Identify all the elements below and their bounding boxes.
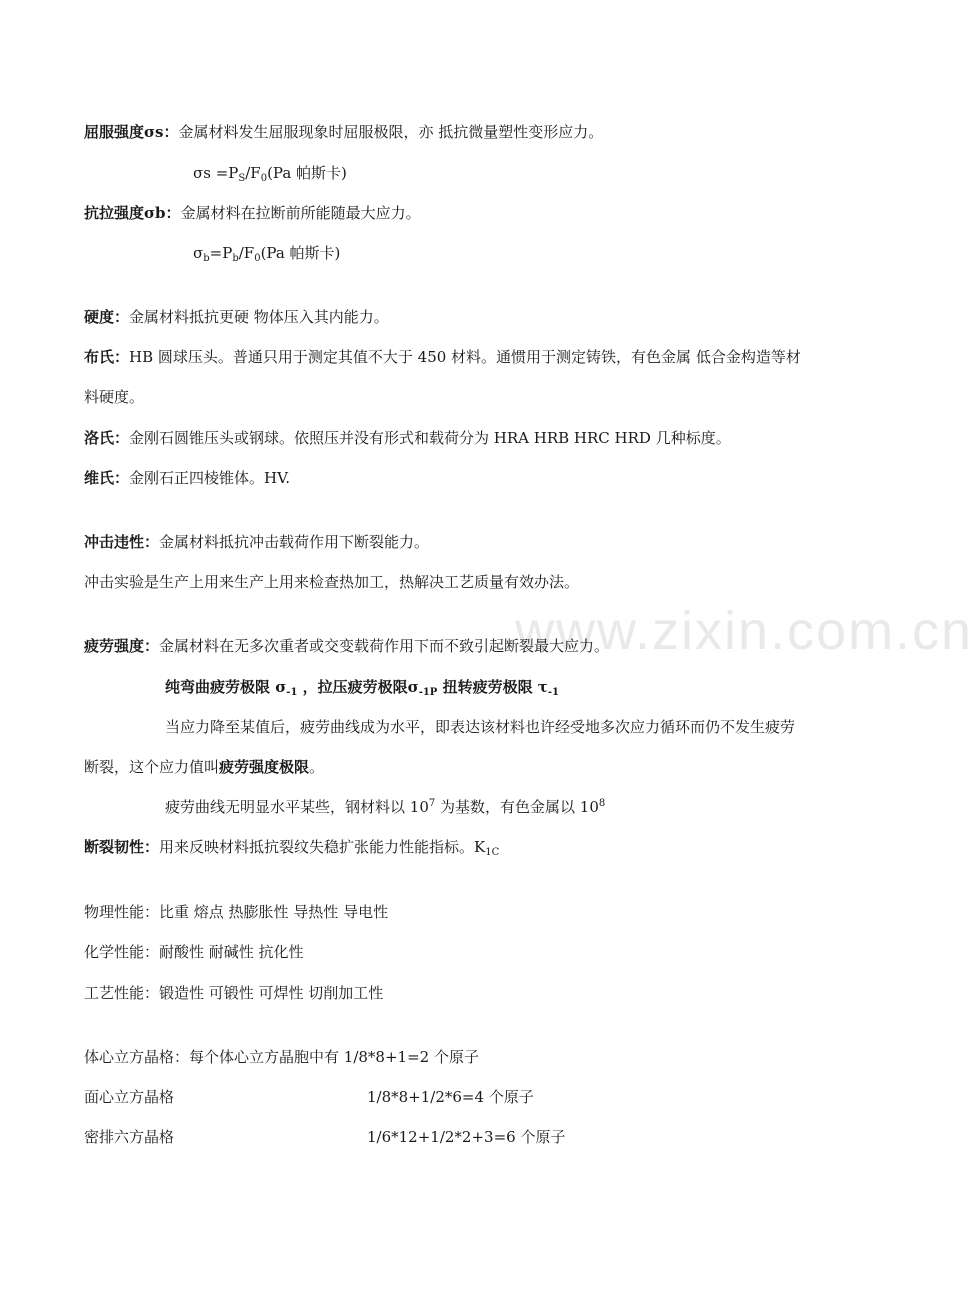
- hcp-lattice-label: 密排六方晶格: [84, 1128, 175, 1146]
- impact-line: [84, 532, 429, 552]
- fatigue-definition: 金属材料在无多次重者或交变载荷作用下而不致引起断裂最大应力。: [159, 637, 610, 655]
- hardness-line: [84, 307, 389, 327]
- vickers-line: [84, 468, 290, 488]
- vickers-text: 金刚石正四棱锥体。HV.: [129, 469, 291, 487]
- hardness-term: 硬度：: [84, 308, 130, 326]
- brinell-text: HB 圆球压头。普通只用于测定其值不大于 450 材料。通惯用于测定铸铁，有色金属 低合金构造等材: [129, 348, 801, 366]
- fracture-term: 断裂韧性：: [84, 838, 160, 856]
- fatigue-paragraph-1: 当应力降至某值后，疲劳曲线成为水平，即表达该材料也许经受地多次应力循环而仍不发生疲劳: [165, 718, 796, 736]
- fracture-line: 断裂韧性：用来反映材料抵抗裂纹失稳扩张能力性能指标。$K_{1C}$: [84, 838, 500, 858]
- brinell-term: 布氏：: [84, 348, 130, 366]
- tensile-strength-line: [84, 203, 421, 223]
- tensile-strength-formula: $\sigma_b=P_b/F_0(Pa$ 帕斯卡): [193, 244, 341, 264]
- rockwell-text: 金刚石圆锥压头或钢球。依照压并没有形式和载荷分为 HRA HRB HRC HRD 几种标度。: [129, 429, 731, 447]
- brinell-continuation: 料硬度。: [84, 388, 145, 406]
- impact-term: 冲击违性：: [84, 533, 160, 551]
- impact-note: 冲击实验是生产上用来生产上用来检查热加工，热解决工艺质量有效办法。: [84, 573, 580, 591]
- hardness-definition: 金属材料抵抗更硬 物体压入其内能力。: [129, 308, 389, 326]
- fcc-lattice-label: 面心立方晶格: [84, 1088, 175, 1106]
- fatigue-limits: 纯弯曲疲劳极限 $\sigma_{-1}$ ，拉压疲劳极限$\sigma_{-1P}$ 扭转疲劳极限 $\tau_{-1}$: [165, 678, 559, 698]
- physical-properties: 物理性能：比重 熔点 热膨胀性 导热性 导电性: [84, 903, 389, 921]
- hcp-lattice-value: 1/6*12+1/2*2+3=6 个原子: [367, 1128, 566, 1146]
- fcc-lattice-value: 1/8*8+1/2*6=4 个原子: [367, 1088, 534, 1106]
- tensile-strength-definition: 金属材料在拉断前所能随最大应力。: [180, 204, 421, 222]
- fatigue-line: [84, 636, 609, 656]
- bcc-lattice: 体心立方晶格：每个体心立方晶胞中有 1/8*8+1=2 个原子: [84, 1048, 479, 1066]
- impact-definition: 金属材料抵抗冲击载荷作用下断裂能力。: [159, 533, 430, 551]
- yield-strength-definition: 金属材料发生屈服现象时屈服极限，亦 抵抗微量塑性变形应力。: [178, 123, 604, 141]
- brinell-line: [84, 347, 801, 367]
- process-properties: 工艺性能：锻造性 可锻性 可焊性 切削加工性: [84, 984, 384, 1002]
- fatigue-term: 疲劳强度：: [84, 637, 160, 655]
- fatigue-paragraph-2: 断裂，这个应力值叫疲劳强度极限。: [84, 758, 325, 776]
- rockwell-term: 洛氏：: [84, 429, 130, 447]
- yield-strength-line: [84, 122, 603, 142]
- tensile-strength-term: 抗拉强度σb：: [84, 204, 181, 222]
- watermark: www.zixin.com.cn: [515, 601, 973, 661]
- rockwell-line: [84, 428, 731, 448]
- vickers-term: 维氏：: [84, 469, 130, 487]
- fatigue-paragraph-3: 疲劳曲线无明显水平某些，钢材料以 $10^7$ 为基数，有色金属以 $10^8$: [165, 798, 606, 816]
- fracture-definition: 用来反映材料抵抗裂纹失稳扩张能力性能指标。K: [159, 838, 486, 856]
- chemical-properties: 化学性能：耐酸性 耐碱性 抗化性: [84, 943, 304, 961]
- yield-strength-term: 屈服强度σs：: [84, 123, 179, 141]
- yield-strength-formula: $\sigma s =P_S/F_0(Pa$ 帕斯卡): [193, 164, 347, 184]
